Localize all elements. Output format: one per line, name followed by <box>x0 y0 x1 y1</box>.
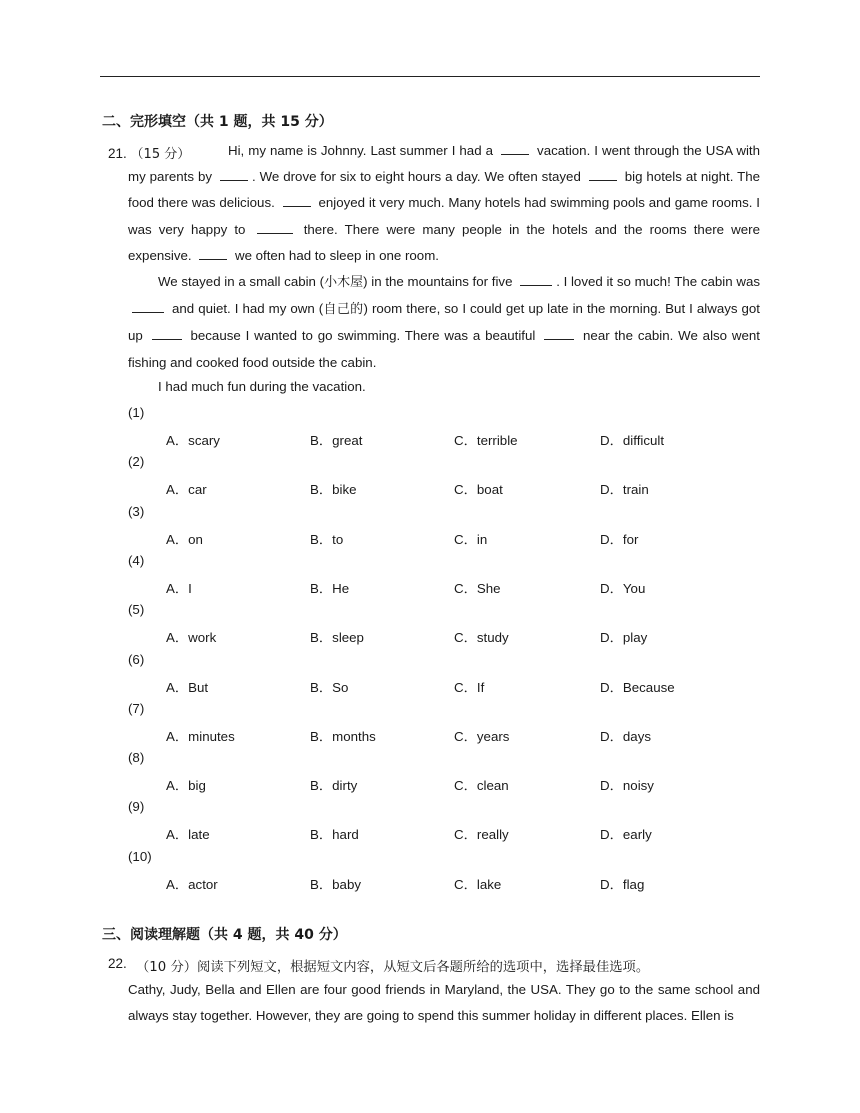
text-segment: and quiet. I had my own ( <box>168 301 324 317</box>
blank-3 <box>589 169 617 181</box>
option-c: C．really <box>454 827 509 843</box>
blank-4 <box>283 195 311 207</box>
option-c: C．lake <box>454 876 502 892</box>
question-number: 22. <box>108 956 127 971</box>
option-a: A．big <box>166 778 206 794</box>
option-d: D．noisy <box>600 778 654 794</box>
cloze-paragraph-1 <box>128 138 760 269</box>
question-number: 21. <box>108 146 127 161</box>
blank-7 <box>520 274 552 286</box>
text-segment: enjoyed it very much. Many hotels had swimming pools and game rooms. I was very happy to <box>128 195 760 237</box>
text-segment: 小木屋 <box>324 275 364 290</box>
option-b: B．So <box>310 679 349 695</box>
option-b: B．months <box>310 728 376 744</box>
option-b: B．bike <box>310 482 357 498</box>
text-segment: big hotels at night. The food there was delicious. <box>128 169 761 211</box>
item-number: (1) <box>128 405 145 420</box>
item-number: (2) <box>128 454 145 470</box>
option-b: B．great <box>310 433 363 448</box>
option-a: A．car <box>166 482 207 498</box>
option-b: B．dirty <box>310 778 358 794</box>
text-segment: 自己的 <box>323 302 364 318</box>
text-segment: near the cabin. We also went fishing and cooked food outside the cabin. <box>128 328 760 370</box>
option-d: D．You <box>600 580 646 596</box>
option-a: A．on <box>166 531 203 547</box>
header-rule <box>100 76 760 77</box>
item-number: (5) <box>128 602 145 618</box>
option-d: D．train <box>600 482 649 498</box>
option-a: A．I <box>166 580 192 596</box>
text-segment: Hi, my name is Johnny. Last summer I had a <box>228 143 498 158</box>
item-number: (7) <box>128 700 145 716</box>
option-a: A．scary <box>166 433 220 448</box>
section-title-cloze: 二、完形填空（共 1 题，共 15 分） <box>102 114 333 130</box>
cloze-paragraph-2 <box>128 269 760 376</box>
option-d: D．play <box>600 630 648 646</box>
blank-6 <box>199 248 227 260</box>
text-segment: ) in the mountains for five <box>363 274 517 289</box>
text-segment: ) room there, so I could get up late in the morning. But I always got up <box>128 301 761 344</box>
text-segment: . I loved it so much! The cabin was <box>556 274 760 289</box>
option-a: A．But <box>166 679 209 695</box>
option-b: B．baby <box>310 876 361 892</box>
item-number: (3) <box>128 503 145 519</box>
text-segment: we often had to sleep in one room. <box>231 247 439 263</box>
question-score: （15 分） <box>130 147 191 162</box>
text-segment: there. There were many people in the hotels and the rooms there were expensive. <box>128 221 760 263</box>
text-segment: We stayed in a small cabin ( <box>158 274 325 289</box>
option-b: B．sleep <box>310 630 364 646</box>
item-number: (8) <box>128 750 145 766</box>
reading-passage: Cathy, Judy, Bella and Ellen are four good friends in Maryland, the USA. They go to the same school and always stay together. However, they are going to spend this summer holiday in different places. Ellen is <box>128 982 760 1024</box>
option-d: D．for <box>600 531 639 547</box>
blank-5 <box>257 222 293 234</box>
option-b: B．to <box>310 531 344 547</box>
blank-8 <box>132 301 164 313</box>
blank-2 <box>220 169 248 181</box>
item-number: (4) <box>128 552 145 568</box>
cloze-paragraph-3: I had much fun during the vacation. <box>158 379 366 394</box>
item-number: (10) <box>128 848 152 864</box>
option-c: C．If <box>454 679 485 695</box>
blank-10 <box>544 328 574 340</box>
option-c: C．clean <box>454 778 509 794</box>
blank-1 <box>501 143 529 155</box>
option-c: C．study <box>454 630 509 646</box>
option-d: D．Because <box>600 679 675 695</box>
option-d: D．days <box>600 728 651 744</box>
text-segment: vacation. I went through the USA with my parents by <box>128 143 760 185</box>
item-number: (9) <box>128 799 145 815</box>
section-title-reading: 三、阅读理解题（共 4 题，共 40 分） <box>102 927 347 943</box>
text-segment: because I wanted to go swimming. There was a beautiful <box>185 328 541 344</box>
option-c: C．years <box>454 728 510 744</box>
option-d: D．difficult <box>600 433 665 448</box>
option-a: A．late <box>166 827 210 843</box>
option-a: A．actor <box>166 876 218 892</box>
option-c: C．terrible <box>454 433 518 448</box>
option-c: C．boat <box>454 482 503 498</box>
option-c: C．She <box>454 580 501 596</box>
blank-9 <box>152 328 182 340</box>
option-b: B．hard <box>310 827 359 843</box>
option-d: D．early <box>600 827 652 843</box>
option-a: A．work <box>166 630 217 646</box>
question-intro: （10 分）阅读下列短文，根据短文内容，从短文后各题所给的选项中，选择最佳选项。 <box>136 960 650 975</box>
option-b: B．He <box>310 580 350 596</box>
option-d: D．flag <box>600 876 645 892</box>
item-number: (6) <box>128 651 145 667</box>
option-a: A．minutes <box>166 728 235 744</box>
text-segment: . We drove for six to eight hours a day. We often stayed <box>251 169 585 185</box>
question-number-22 <box>108 956 127 971</box>
option-c: C．in <box>454 531 488 547</box>
